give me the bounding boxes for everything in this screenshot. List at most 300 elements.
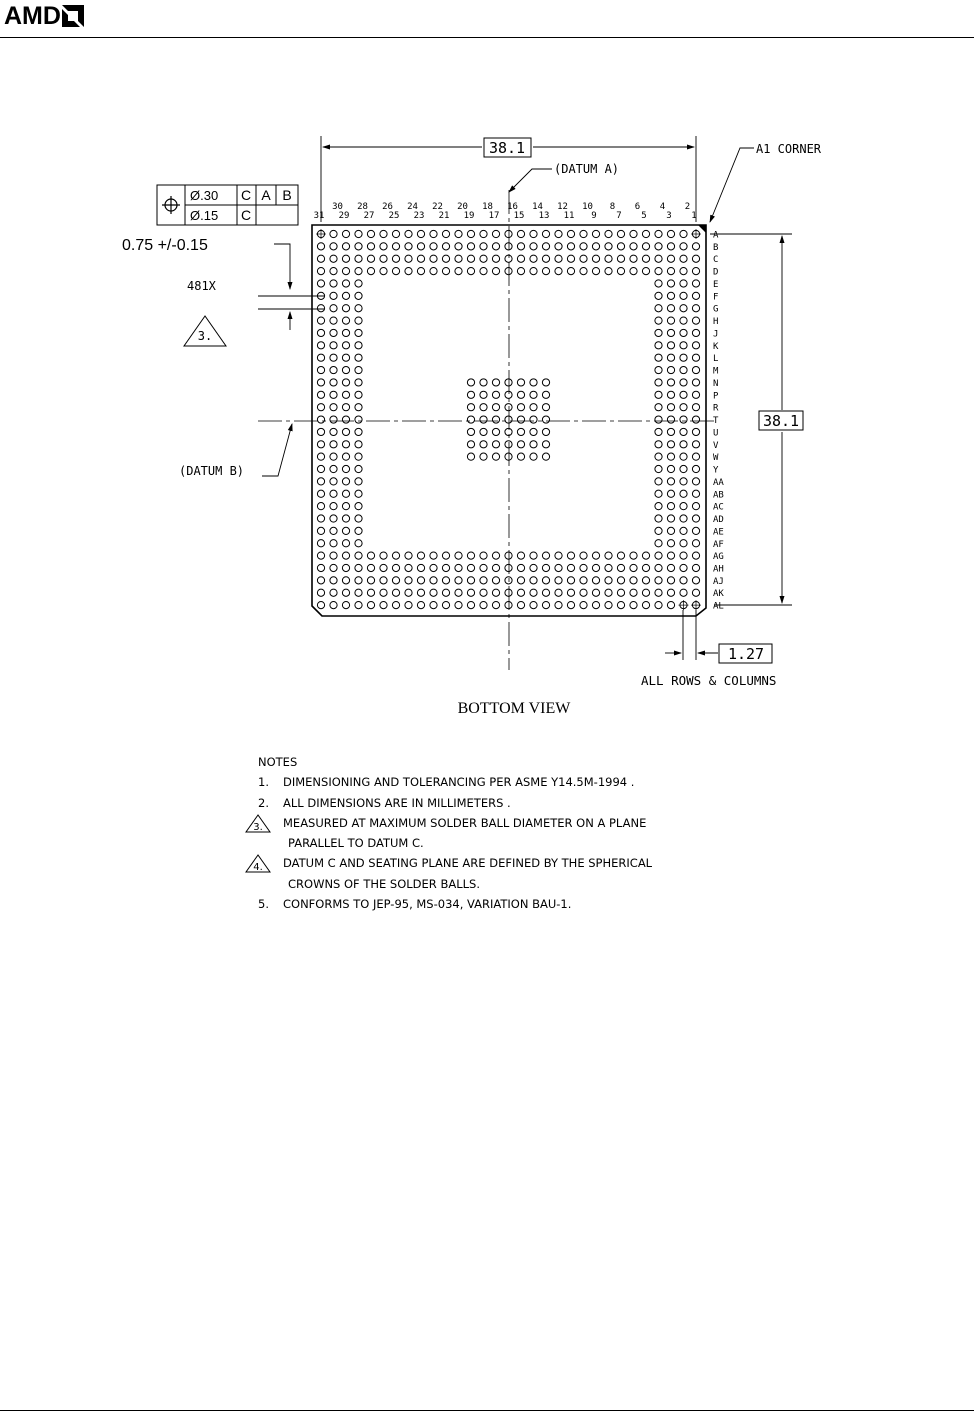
solder-ball xyxy=(317,317,324,324)
solder-ball xyxy=(405,255,412,262)
note-2-text: ALL DIMENSIONS ARE IN MILLIMETERS . xyxy=(283,795,511,810)
solder-ball xyxy=(617,577,624,584)
solder-ball xyxy=(392,243,399,250)
row-label: E xyxy=(713,279,719,290)
solder-ball xyxy=(480,453,487,460)
solder-ball xyxy=(355,564,362,571)
note-1-number: 1. xyxy=(258,775,269,790)
solder-ball xyxy=(455,255,462,262)
solder-ball xyxy=(417,268,424,275)
note-3-text: MEASURED AT MAXIMUM SOLDER BALL DIAMETER ON A PLANE xyxy=(283,815,647,830)
solder-ball xyxy=(592,268,599,275)
solder-ball xyxy=(680,503,687,510)
solder-ball xyxy=(567,589,574,596)
solder-ball xyxy=(542,230,549,237)
logo-text: AMD xyxy=(4,1,61,30)
solder-ball xyxy=(567,268,574,275)
solder-ball xyxy=(692,255,699,262)
solder-ball xyxy=(355,453,362,460)
solder-ball xyxy=(605,268,612,275)
row-label: AH xyxy=(713,564,724,575)
solder-ball xyxy=(492,428,499,435)
row-label: D xyxy=(713,267,719,278)
solder-ball xyxy=(505,404,512,411)
solder-ball xyxy=(617,268,624,275)
solder-ball xyxy=(655,292,662,299)
solder-ball xyxy=(530,268,537,275)
solder-ball xyxy=(342,305,349,312)
solder-ball xyxy=(692,478,699,485)
solder-ball xyxy=(480,404,487,411)
solder-ball xyxy=(680,552,687,559)
solder-ball xyxy=(530,602,537,609)
solder-ball xyxy=(555,243,562,250)
solder-ball xyxy=(480,255,487,262)
solder-ball xyxy=(605,230,612,237)
solder-ball xyxy=(330,465,337,472)
solder-ball xyxy=(455,602,462,609)
solder-ball xyxy=(492,564,499,571)
solder-ball xyxy=(692,354,699,361)
solder-ball xyxy=(342,428,349,435)
solder-ball xyxy=(567,243,574,250)
solder-ball xyxy=(480,577,487,584)
solder-ball xyxy=(492,589,499,596)
note-3-continued xyxy=(245,833,765,853)
solder-ball xyxy=(417,602,424,609)
solder-ball xyxy=(680,391,687,398)
solder-ball xyxy=(655,577,662,584)
solder-ball xyxy=(642,564,649,571)
solder-ball xyxy=(505,255,512,262)
solder-ball xyxy=(430,564,437,571)
solder-ball xyxy=(692,503,699,510)
solder-ball xyxy=(517,404,524,411)
solder-ball xyxy=(367,602,374,609)
solder-ball xyxy=(605,564,612,571)
solder-ball xyxy=(355,552,362,559)
solder-ball xyxy=(317,243,324,250)
solder-ball xyxy=(430,268,437,275)
solder-ball xyxy=(317,564,324,571)
solder-ball xyxy=(480,416,487,423)
solder-ball xyxy=(355,540,362,547)
note-4-triangle-number: 4. xyxy=(253,862,263,874)
solder-ball xyxy=(417,552,424,559)
solder-ball xyxy=(330,602,337,609)
solder-ball xyxy=(692,243,699,250)
solder-ball xyxy=(680,305,687,312)
solder-ball xyxy=(542,255,549,262)
solder-ball xyxy=(330,366,337,373)
solder-ball xyxy=(330,540,337,547)
solder-ball xyxy=(642,230,649,237)
solder-ball xyxy=(667,230,674,237)
solder-ball xyxy=(355,255,362,262)
solder-ball xyxy=(317,379,324,386)
solder-ball xyxy=(355,366,362,373)
note-4 xyxy=(245,853,765,873)
column-label-bottom: 1 xyxy=(691,211,697,221)
solder-ball xyxy=(692,589,699,596)
solder-ball xyxy=(317,280,324,287)
solder-ball xyxy=(517,564,524,571)
solder-ball xyxy=(667,317,674,324)
solder-ball xyxy=(655,465,662,472)
solder-ball xyxy=(430,589,437,596)
solder-ball xyxy=(567,602,574,609)
solder-ball xyxy=(367,255,374,262)
solder-ball xyxy=(317,428,324,435)
solder-ball xyxy=(392,589,399,596)
solder-ball xyxy=(605,577,612,584)
solder-ball xyxy=(342,478,349,485)
solder-ball xyxy=(655,416,662,423)
solder-ball xyxy=(417,230,424,237)
solder-ball xyxy=(392,552,399,559)
solder-ball xyxy=(330,490,337,497)
datum-b-label: (DATUM B) xyxy=(179,464,245,478)
column-label-top: 16 xyxy=(507,202,518,212)
solder-ball xyxy=(430,255,437,262)
fcf-datum-4: C xyxy=(240,207,252,223)
solder-ball xyxy=(530,577,537,584)
solder-ball xyxy=(330,317,337,324)
solder-ball xyxy=(467,577,474,584)
solder-ball xyxy=(342,552,349,559)
solder-ball xyxy=(442,268,449,275)
column-label-top: 12 xyxy=(557,202,568,212)
solder-ball xyxy=(667,490,674,497)
solder-ball xyxy=(667,602,674,609)
pitch-dimension-value: 1.27 xyxy=(727,645,765,663)
solder-ball xyxy=(342,366,349,373)
solder-ball xyxy=(317,305,324,312)
solder-ball xyxy=(342,243,349,250)
row-label: AK xyxy=(713,589,724,600)
solder-ball xyxy=(592,564,599,571)
solder-ball xyxy=(555,577,562,584)
solder-ball xyxy=(405,552,412,559)
note-2 xyxy=(245,793,765,813)
solder-ball xyxy=(617,589,624,596)
solder-ball xyxy=(642,589,649,596)
solder-ball xyxy=(380,268,387,275)
solder-ball xyxy=(480,552,487,559)
solder-ball xyxy=(467,441,474,448)
solder-ball xyxy=(630,602,637,609)
solder-ball xyxy=(667,280,674,287)
solder-ball xyxy=(355,441,362,448)
note-1-text: DIMENSIONING AND TOLERANCING PER ASME Y14.5M-1994 . xyxy=(283,775,635,790)
solder-ball xyxy=(330,416,337,423)
solder-ball xyxy=(680,317,687,324)
solder-ball xyxy=(392,255,399,262)
solder-ball xyxy=(467,453,474,460)
solder-ball xyxy=(542,577,549,584)
solder-ball xyxy=(605,589,612,596)
column-label-top: 24 xyxy=(407,202,418,212)
solder-ball xyxy=(655,490,662,497)
solder-ball xyxy=(317,268,324,275)
solder-ball xyxy=(492,577,499,584)
solder-ball xyxy=(680,366,687,373)
solder-ball xyxy=(692,379,699,386)
solder-ball xyxy=(517,577,524,584)
solder-ball xyxy=(655,478,662,485)
solder-ball xyxy=(317,354,324,361)
row-label: L xyxy=(713,354,719,365)
solder-ball xyxy=(517,268,524,275)
solder-ball xyxy=(655,342,662,349)
solder-ball xyxy=(655,230,662,237)
solder-ball xyxy=(417,243,424,250)
solder-ball xyxy=(580,243,587,250)
solder-ball xyxy=(492,552,499,559)
solder-ball xyxy=(342,354,349,361)
solder-ball xyxy=(680,342,687,349)
solder-ball xyxy=(330,577,337,584)
column-label-bottom: 21 xyxy=(438,211,450,221)
solder-ball xyxy=(430,577,437,584)
solder-ball xyxy=(480,441,487,448)
solder-ball xyxy=(667,564,674,571)
solder-ball xyxy=(367,552,374,559)
solder-ball xyxy=(667,255,674,262)
row-label: M xyxy=(713,366,719,377)
solder-ball xyxy=(505,391,512,398)
solder-ball xyxy=(592,255,599,262)
solder-ball xyxy=(367,268,374,275)
solder-ball xyxy=(342,280,349,287)
solder-ball xyxy=(317,465,324,472)
solder-ball xyxy=(655,366,662,373)
solder-ball xyxy=(667,404,674,411)
solder-ball xyxy=(505,268,512,275)
solder-ball xyxy=(317,391,324,398)
solder-ball xyxy=(505,564,512,571)
solder-ball xyxy=(342,342,349,349)
note-5-text: CONFORMS TO JEP-95, MS-034, VARIATION BAU-1. xyxy=(283,897,572,912)
solder-ball xyxy=(417,577,424,584)
solder-ball xyxy=(392,602,399,609)
solder-ball xyxy=(492,441,499,448)
solder-ball xyxy=(542,453,549,460)
solder-ball xyxy=(317,577,324,584)
solder-ball xyxy=(680,404,687,411)
solder-ball xyxy=(367,589,374,596)
fcf-datum-1: C xyxy=(240,187,252,203)
solder-ball xyxy=(367,564,374,571)
solder-ball xyxy=(330,404,337,411)
solder-ball xyxy=(580,230,587,237)
solder-ball xyxy=(655,552,662,559)
solder-ball xyxy=(342,527,349,534)
column-label-bottom: 5 xyxy=(641,211,647,221)
solder-ball xyxy=(342,255,349,262)
solder-ball xyxy=(605,243,612,250)
solder-ball xyxy=(342,503,349,510)
pitch-caption: ALL ROWS & COLUMNS xyxy=(641,673,777,688)
column-label-top: 30 xyxy=(332,202,343,212)
fcf-datum-2: A xyxy=(261,187,271,203)
solder-ball xyxy=(342,292,349,299)
solder-ball xyxy=(542,404,549,411)
solder-ball xyxy=(430,602,437,609)
solder-ball xyxy=(680,515,687,522)
solder-ball xyxy=(530,255,537,262)
solder-ball xyxy=(530,428,537,435)
note-5 xyxy=(245,894,765,914)
solder-ball xyxy=(442,552,449,559)
column-label-bottom: 17 xyxy=(488,211,500,221)
ball-dimension-label: 0.75 +/-0.15 xyxy=(122,237,208,254)
solder-ball xyxy=(467,404,474,411)
solder-ball xyxy=(655,503,662,510)
solder-ball xyxy=(555,268,562,275)
solder-ball xyxy=(317,441,324,448)
solder-ball xyxy=(467,428,474,435)
solder-ball xyxy=(692,292,699,299)
solder-ball xyxy=(517,602,524,609)
solder-ball xyxy=(617,602,624,609)
solder-ball xyxy=(530,230,537,237)
solder-ball xyxy=(505,428,512,435)
solder-ball xyxy=(530,552,537,559)
column-label-top: 20 xyxy=(457,202,468,212)
solder-ball xyxy=(667,552,674,559)
solder-ball xyxy=(405,243,412,250)
solder-ball xyxy=(667,478,674,485)
position-icon xyxy=(162,196,180,214)
solder-ball xyxy=(592,552,599,559)
solder-ball xyxy=(355,490,362,497)
solder-ball xyxy=(692,404,699,411)
solder-ball xyxy=(567,552,574,559)
solder-ball xyxy=(505,243,512,250)
solder-ball xyxy=(680,292,687,299)
ball-count-label: 481X xyxy=(187,279,216,293)
solder-ball xyxy=(467,243,474,250)
column-label-bottom: 29 xyxy=(338,211,350,221)
solder-ball xyxy=(667,329,674,336)
solder-ball xyxy=(667,243,674,250)
solder-ball xyxy=(492,255,499,262)
solder-ball xyxy=(467,391,474,398)
note-4-text: DATUM C AND SEATING PLANE ARE DEFINED BY THE SPHERICAL xyxy=(283,856,653,871)
solder-ball xyxy=(480,268,487,275)
solder-ball xyxy=(592,243,599,250)
solder-ball xyxy=(630,243,637,250)
solder-ball xyxy=(342,515,349,522)
solder-ball xyxy=(680,577,687,584)
solder-ball xyxy=(317,404,324,411)
column-label-top: 4 xyxy=(659,202,666,212)
solder-ball xyxy=(580,552,587,559)
solder-ball xyxy=(330,305,337,312)
solder-ball xyxy=(655,589,662,596)
solder-ball xyxy=(667,527,674,534)
top-dimension-value: 38.1 xyxy=(488,139,526,157)
solder-ball xyxy=(467,416,474,423)
solder-ball xyxy=(355,342,362,349)
solder-ball xyxy=(342,577,349,584)
solder-ball xyxy=(530,243,537,250)
solder-ball xyxy=(380,564,387,571)
solder-ball xyxy=(480,602,487,609)
solder-ball xyxy=(430,230,437,237)
solder-ball xyxy=(342,329,349,336)
solder-ball xyxy=(455,268,462,275)
solder-ball xyxy=(405,602,412,609)
solder-ball xyxy=(542,441,549,448)
solder-ball xyxy=(630,577,637,584)
solder-ball xyxy=(355,515,362,522)
fcf-tolerance-2: Ø.15 xyxy=(190,208,219,223)
solder-ball xyxy=(317,589,324,596)
solder-ball xyxy=(692,527,699,534)
solder-ball xyxy=(580,577,587,584)
solder-ball xyxy=(542,552,549,559)
solder-ball xyxy=(567,255,574,262)
solder-ball xyxy=(330,441,337,448)
solder-ball xyxy=(667,366,674,373)
solder-ball xyxy=(667,589,674,596)
solder-ball xyxy=(330,453,337,460)
solder-ball xyxy=(680,441,687,448)
solder-ball xyxy=(655,441,662,448)
row-label: U xyxy=(713,428,719,439)
note-4-triangle-icon xyxy=(245,854,273,874)
solder-ball xyxy=(342,230,349,237)
solder-ball xyxy=(467,564,474,571)
solder-ball xyxy=(505,441,512,448)
solder-ball xyxy=(405,577,412,584)
solder-ball xyxy=(405,230,412,237)
column-label-top: 6 xyxy=(634,202,641,212)
solder-ball xyxy=(567,230,574,237)
solder-ball xyxy=(355,329,362,336)
solder-ball xyxy=(580,589,587,596)
solder-ball xyxy=(355,305,362,312)
row-label: R xyxy=(713,403,719,414)
solder-ball xyxy=(317,540,324,547)
solder-ball xyxy=(667,391,674,398)
row-label: P xyxy=(713,391,719,402)
solder-ball xyxy=(680,329,687,336)
solder-ball xyxy=(342,540,349,547)
solder-ball xyxy=(680,416,687,423)
solder-ball xyxy=(555,230,562,237)
solder-ball xyxy=(317,515,324,522)
solder-ball xyxy=(692,441,699,448)
row-label: H xyxy=(713,317,719,328)
solder-ball xyxy=(355,379,362,386)
fcf-datum-3: B xyxy=(282,187,292,203)
solder-ball xyxy=(592,577,599,584)
solder-ball xyxy=(330,527,337,534)
solder-ball xyxy=(467,255,474,262)
solder-ball xyxy=(330,515,337,522)
solder-ball xyxy=(542,564,549,571)
solder-ball xyxy=(355,503,362,510)
solder-ball xyxy=(580,602,587,609)
solder-ball xyxy=(692,577,699,584)
solder-ball xyxy=(355,416,362,423)
solder-ball xyxy=(392,577,399,584)
note-3-triangle-icon xyxy=(245,814,273,834)
column-label-bottom: 25 xyxy=(388,211,400,221)
